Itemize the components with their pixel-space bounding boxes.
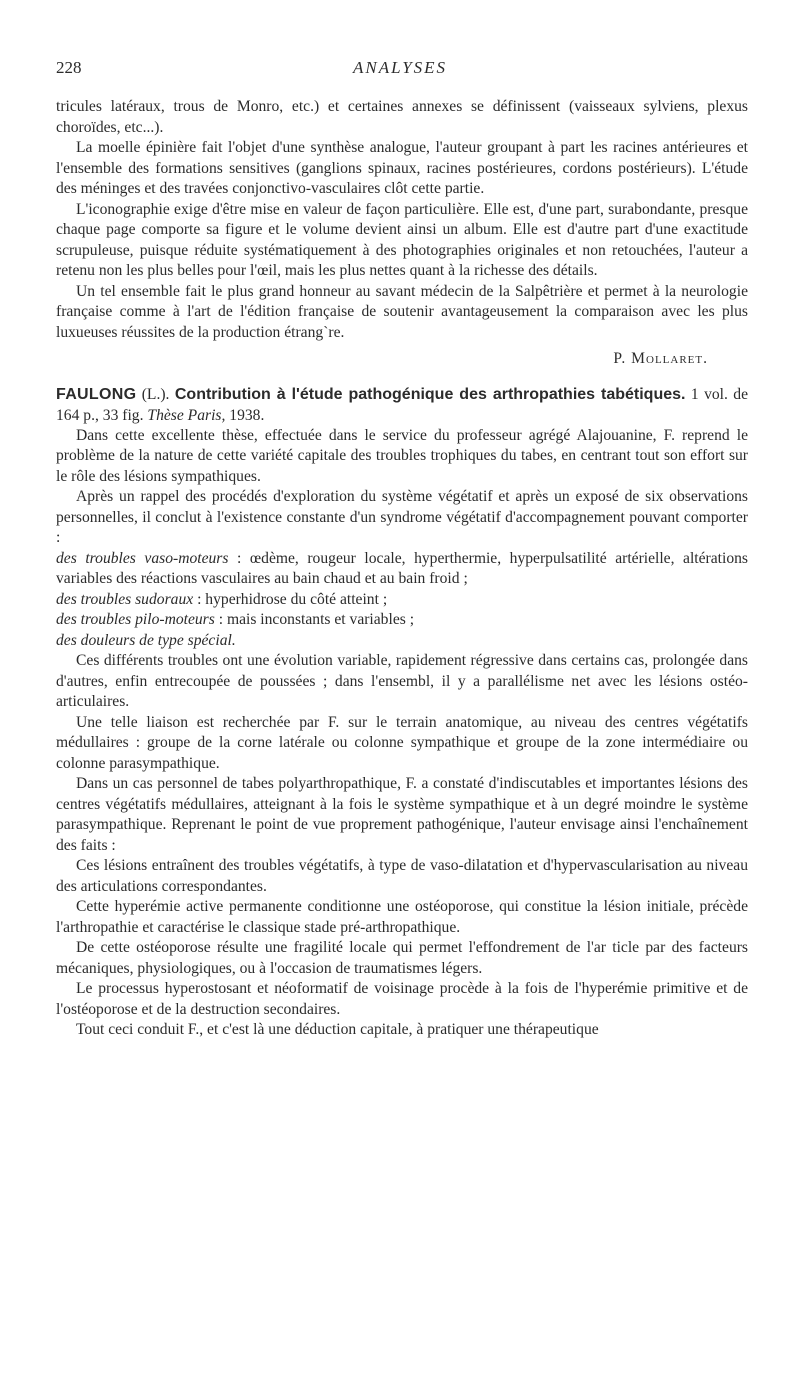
- entry-details-year: 1938.: [229, 406, 265, 424]
- list-item: [56, 610, 748, 631]
- entry-title: Contribution à l'étude pathogénique des arthropathies tabétiques.: [174, 385, 686, 403]
- paragraph: Le processus hyperostosant et néoformatif de voisinage procède à la fois de l'hyperémie primitive et de l'ostéoporose et de la destruction secondaires.: [56, 980, 748, 1018]
- paragraph: Un tel ensemble fait le plus grand honneur au savant médecin de la Salpêtrière et permet à la neurologie française comme à l'art de l'édition française de soutenir avantageusement la comparaison avec les plus luxueuses réussites de la production étrang`re.: [56, 282, 748, 341]
- paragraph: La moelle épinière fait l'objet d'une synthèse analogue, l'auteur groupant à part les racines antérieures et l'ensemble des formations sensitives (ganglions spinaux, racines postérieures, cordons postérieurs). L'étude des méninges et des travées conjonctivo-vasculaires clôt cette partie.: [56, 139, 748, 197]
- list-item-label: des troubles pilo-moteurs: [56, 611, 215, 628]
- paragraph: tricules latéraux, trous de Monro, etc.) et certaines annexes se définissent (vaisseaux sylviens, plexus choroïdes, etc...).: [56, 98, 748, 136]
- page-header: [56, 58, 744, 84]
- paragraph: Une telle liaison est recherchée par F. sur le terrain anatomique, au niveau des centres végétatifs médullaires : groupe de la corne latérale ou colonne sympathique et groupe de la zone intermédiaire ou colonne parasympathique.: [56, 713, 748, 772]
- list-item: [56, 590, 748, 611]
- paragraph: Ces lésions entraînent des troubles végétatifs, à type de vaso-dilatation et d'hypervascularisation au niveau des articulations correspondantes.: [56, 857, 748, 895]
- paragraph: Cette hyperémie active permanente conditionne une ostéoporose, qui constitue la lésion initiale, précède l'arthropathie et caractérise le classique stade pré-arthropathique.: [56, 898, 748, 936]
- list-item: [56, 631, 748, 652]
- running-head: ANALYSES: [352, 58, 448, 77]
- reviewer-signature: P. Mollaret.: [613, 350, 708, 367]
- entry-details: 1 vol. de 164 p., 33 fig.: [56, 385, 749, 424]
- paragraph: Tout ceci conduit F., et c'est là une déduction capitale, à pratiquer une thérapeutique: [76, 1021, 599, 1038]
- list-item: [56, 549, 748, 590]
- entry-author-initial: (L.).: [141, 385, 170, 403]
- paragraph: Dans cette excellente thèse, effectuée dans le service du professeur agrégé Alajouanine, F. reprend le problème de la nature de cette variété capitale des troubles trophiques du tabes, en centrant tout son effort sur le rôle des lésions sympathiques.: [56, 426, 748, 485]
- page-number: 228: [56, 58, 82, 77]
- list-item-text: : hyperhidrose du côté atteint ;: [193, 590, 388, 608]
- list-item-label: des troubles vaso-moteurs: [56, 549, 229, 567]
- paragraph: Après un rappel des procédés d'exploration du système végétatif et après un exposé de six observations personnelles, il conclut à l'existence constante d'un syndrome végétatif d'accompagnement pouvant comporter :: [56, 488, 748, 546]
- paragraph: Dans un cas personnel de tabes polyarthropathique, F. a constaté d'indiscutables et importantes lésions des centres végétatifs médullaires, atteignant à la fois le système sympathique et à un degré moindre le système parasympathique. Reprenant le point de vue proprement pathogénique, l'auteur envisage ainsi l'enchaînement des faits :: [56, 775, 748, 854]
- list-item-label: des troubles sudoraux: [56, 590, 194, 608]
- list-item-text: : œdème, rougeur locale, hyperthermie, hyperpulsatilité artérielle, altérations variables des réactions vasculaires au bain chaud et au bain froid ;: [56, 549, 749, 587]
- entry-author: FAULONG: [56, 385, 137, 403]
- paragraph: Ces différents troubles ont une évolution variable, rapidement régressive dans certains cas, prolongée dans d'autres, enfin entrecoupée de poussées ; dans l'ensembl, il y a parallélisme net avec les lésions ostéo-articulaires.: [56, 652, 748, 710]
- list-item-text: : mais inconstants et variables ;: [214, 611, 415, 628]
- paragraph: L'iconographie exige d'être mise en valeur de façon particulière. Elle est, d'une part, surabondante, presque chaque page comporte sa figure et le volume devient ainsi un album. Elle est d'autre part d'une exactitude scrupuleuse, puisque réduite systématiquement à des photographies originales et non retouchées, l'auteur a retenu non les plus belles pour l'œil, mais les plus nettes quant à la richesse des détails.: [56, 200, 748, 279]
- paragraph: De cette ostéoporose résulte une fragilité locale qui permet l'effondrement de l'ar ticle par des facteurs mécaniques, physiologiques, ou à l'occasion de traumatismes légers.: [56, 939, 748, 977]
- page-body: [56, 97, 748, 1041]
- entry-details-italic: Thèse Paris,: [147, 406, 226, 424]
- entry-heading: [56, 384, 748, 426]
- list-item-label: des douleurs de type spécial.: [56, 631, 236, 649]
